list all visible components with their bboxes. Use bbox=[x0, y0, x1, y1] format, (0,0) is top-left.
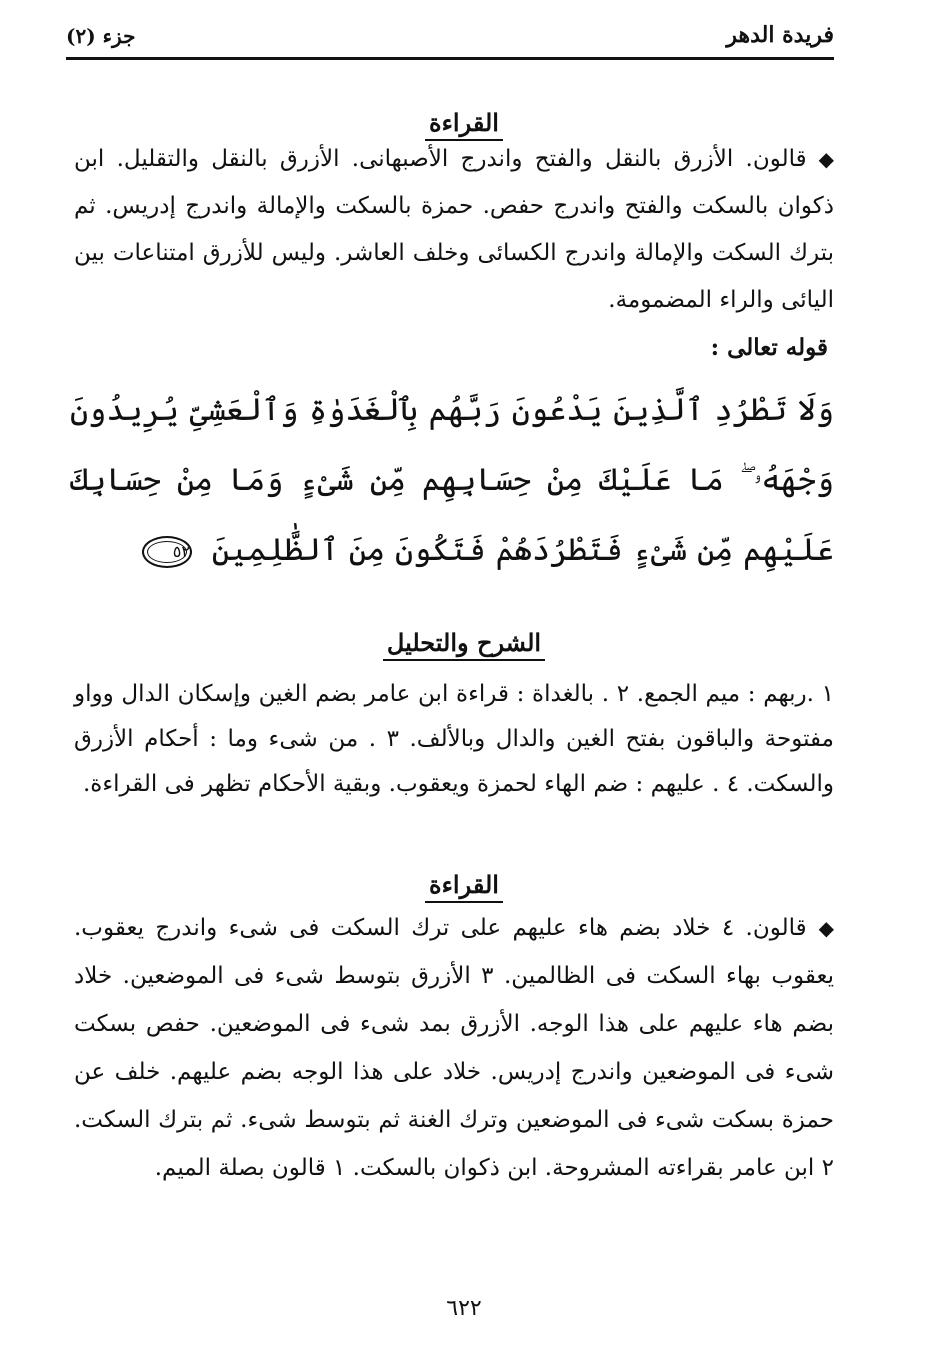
section-heading-qiraa-2: القراءة bbox=[80, 870, 848, 899]
sharh-paragraph: ١ .ربهم : ميم الجمع. ٢ . بالغداة : قراءة ابن عامر بضم الغين وإسكان الدال وواو مفتوحة والباقون بفتح الغين والدال وبالألف. ٣ . من شىء وما : أحكام الأزرق والسكت. ٤ . عليهم : ضم الهاء لحمزة ويعقوب. وبقية الأحكام تظهر فى القراءة. bbox=[74, 681, 834, 797]
book-title: فريدة الدهر bbox=[726, 22, 834, 48]
qiraa-paragraph-1: ◆قالون. الأزرق بالنقل والفتح واندرج الأصبهانى. الأزرق بالنقل والتقليل. ابن ذكوان بالسكت والفتح واندرج حفص. حمزة بالسكت والإمالة واندرج إدريس. ثم بترك السكت والإمالة واندرج الكسائى وخلف العاشر. وليس للأزرق امتناعات بين اليائى والراء المضمومة. bbox=[74, 136, 834, 324]
section-heading-qiraa: القراءة bbox=[80, 108, 848, 137]
section-heading-sharh: الشرح والتحليل bbox=[80, 628, 848, 657]
running-header bbox=[66, 18, 834, 58]
verse-intro: قوله تعالى : bbox=[710, 334, 828, 361]
page-number: ٦٢٢ bbox=[446, 1296, 482, 1321]
ayah-number-mark: ٥٢ bbox=[142, 536, 192, 568]
diamond-bullet-icon: ◆ bbox=[818, 916, 834, 940]
header-rule bbox=[66, 57, 834, 60]
diamond-bullet-icon: ◆ bbox=[818, 147, 834, 171]
part-label: جزء (٢) bbox=[66, 24, 136, 48]
quran-verse: وَلَا تَطْرُدِ ٱلَّذِينَ يَدْعُونَ رَبَّهُم بِٱلْغَدَوٰةِ وَٱلْعَشِىِّ يُرِيدُونَ وَجْهَهُۥ ۖ مَا عَلَيْكَ مِنْ حِسَابِهِم مِّن شَىْءٍ وَمَا مِنْ حِسَابِكَ عَلَيْهِم مِّن شَىْءٍ فَتَطْرُدَهُمْ فَتَكُونَ مِنَ ٱلظَّٰلِمِينَ ٥٢ bbox=[70, 392, 834, 568]
qiraa-paragraph-2: ◆قالون. ٤ خلاد بضم هاء عليهم على ترك السكت فى شىء واندرج يعقوب. يعقوب بهاء السكت فى الظالمين. ٣ الأزرق بتوسط شىء فى الموضعين. خلاد بضم هاء عليهم على هذا الوجه. الأزرق بمد شىء فى الموضعين. حفص بسكت شىء فى الموضعين واندرج إدريس. خلاد على هذا الوجه بضم عليهم. خلف عن حمزة بسكت شىء فى الموضعين وترك الغنة ثم بتوسط شىء. ثم بترك السكت. ٢ ابن عامر بقراءته المشروحة. ابن ذكوان بالسكت. ١ قالون بصلة الميم. bbox=[74, 904, 834, 1192]
